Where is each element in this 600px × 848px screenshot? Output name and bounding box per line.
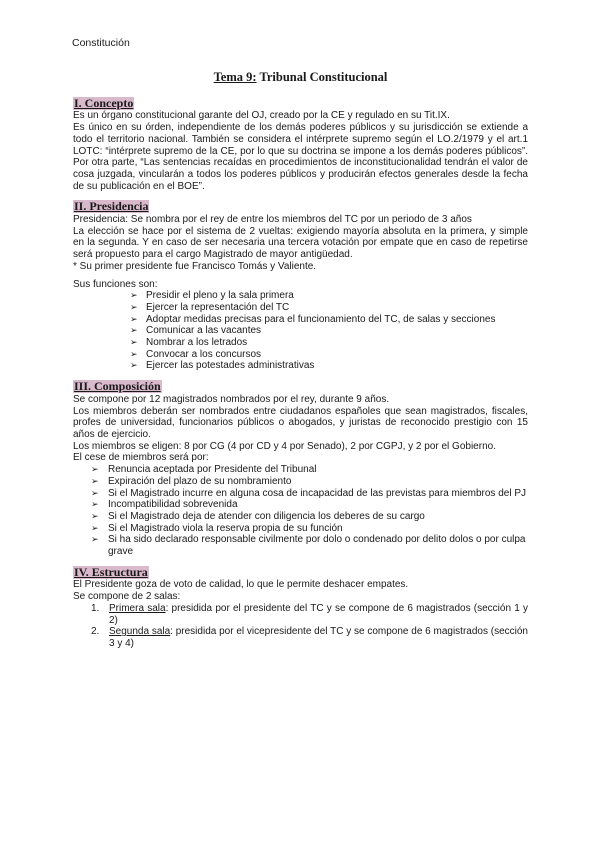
- arrow-bullet-icon: ➢: [130, 290, 138, 301]
- functions-list: [73, 290, 528, 372]
- list-item: ➢ Si el Magistrado incurre en alguna cosa de incapacidad de las previstas para miembros del PJ: [91, 487, 527, 499]
- section-estructura: [73, 566, 528, 650]
- list-item: ➢ Expiración del plazo de su nombramiento: [91, 475, 292, 487]
- list-item: ➢ Si el Magistrado deja de atender con diligencia los deberes de su cargo: [91, 510, 425, 522]
- arrow-bullet-icon: ➢: [130, 348, 138, 359]
- page-header: Constitución: [72, 37, 130, 49]
- list-item: ➢ Ejercer la representación del TC: [130, 301, 290, 313]
- cese-list: [73, 464, 528, 558]
- section-heading: I. Concepto: [74, 95, 134, 110]
- list-item: ➢ Adoptar medidas precisas para el funcionamiento del TC, de salas y secciones: [130, 313, 496, 325]
- title-rest: Tribunal Constitucional: [256, 70, 388, 84]
- list-item: ➢ Comunicar a las vacantes: [130, 325, 262, 337]
- list-item: ➢ Si el Magistrado viola la reserva propia de su función: [91, 522, 343, 534]
- paragraph: El Presidente goza de voto de calidad, lo que le permite deshacer empates.: [73, 579, 409, 591]
- paragraph: Se compone por 12 magistrados nombrados por el rey, durante 9 años.: [73, 393, 390, 405]
- arrow-bullet-icon: ➢: [91, 534, 99, 545]
- list-item: ➢ Presidir el pleno y la sala primera: [130, 290, 294, 302]
- paragraph: El cese de miembros será por:: [73, 452, 209, 464]
- section-presidencia: [73, 200, 528, 372]
- list-item: ➢ Nombrar a los letrados: [130, 337, 248, 349]
- section-concepto: [73, 97, 528, 193]
- paragraph: Se compone de 2 salas:: [73, 591, 181, 603]
- arrow-bullet-icon: ➢: [91, 475, 99, 486]
- document-body: [73, 72, 528, 650]
- list-item: ➢ Incompatibilidad sobrevenida: [91, 499, 238, 511]
- section-heading: III. Composición: [74, 379, 161, 394]
- section-heading: II. Presidencia: [74, 199, 149, 214]
- arrow-bullet-icon: ➢: [130, 360, 138, 371]
- paragraph: Es un órgano constitucional garante del OJ, creado por la CE y regulado en su Tit.IX.: [73, 110, 450, 122]
- document-title: [73, 72, 528, 84]
- paragraph: * Su primer presidente fue Francisco Tomás y Valiente.: [73, 260, 317, 272]
- section-composicion: [73, 380, 528, 558]
- list-item: 1. Primera sala: presidida por el presidente del TC y se compone de 6 magistrados (sección 1 y 2): [91, 602, 528, 626]
- arrow-bullet-icon: ➢: [130, 325, 138, 336]
- paragraph: La elección se hace por el sistema de 2 vueltas: exigiendo mayoría absoluta en la primera, y simple en la segunda. Y en caso de ser necesaria una tercera votación por empate que en caso de repetirse será propuesto para el cargo Magistrado de mayor antigüedad.: [73, 225, 528, 261]
- arrow-bullet-icon: ➢: [91, 464, 99, 475]
- arrow-bullet-icon: ➢: [130, 301, 138, 312]
- list-item: ➢ Renuncia aceptada por Presidente del Tribunal: [91, 464, 317, 476]
- title-prefix: Tema 9:: [213, 70, 257, 84]
- list-intro: Sus funciones son:: [73, 278, 158, 290]
- arrow-bullet-icon: ➢: [91, 522, 99, 533]
- list-item: ➢ Convocar a los concursos: [130, 348, 262, 360]
- list-item: 2. Segunda sala: presidida por el vicepresidente del TC y se compone de 6 magistrados (sección 3 y 4): [91, 626, 528, 649]
- list-item: ➢ Ejercer las potestades administrativas: [130, 360, 315, 372]
- arrow-bullet-icon: ➢: [91, 499, 99, 510]
- arrow-bullet-icon: ➢: [130, 313, 138, 324]
- paragraph: Los miembros se eligen: 8 por CG (4 por CD y 4 por Senado), 2 por CGPJ, y 2 por el Gobierno.: [73, 440, 496, 452]
- arrow-bullet-icon: ➢: [130, 337, 138, 348]
- paragraph: Presidencia: Se nombra por el rey de entre los miembros del TC por un periodo de 3 años: [73, 214, 472, 226]
- salas-list: [73, 603, 528, 650]
- arrow-bullet-icon: ➢: [91, 510, 99, 521]
- list-item: ➢ Si ha sido declarado responsable civilmente por dolo o condenado por delito dolos o por culpa grave: [91, 534, 526, 558]
- paragraph: Es único en su órden, independiente de los demás poderes públicos y su jurisdicción se extiende a todo el territorio nacional. También se considera el intérprete supremo según el LO.2/1979 y el art.1 LOTC: “intérprete supremo de la CE, por lo que su doctrina se impone a los demás poderes públicos”. Por otra parte, “Las sentencias recaídas en procedimientos de inconstitucionalidad tendrán el valor de cosa juzgada, vincularán a todos los poderes públicos y producirán efectos generales desde la fecha de su publicación en el BOE”.: [73, 122, 528, 192]
- arrow-bullet-icon: ➢: [91, 487, 99, 498]
- paragraph: Los miembros deberán ser nombrados entre ciudadanos españoles que sean magistrados, fiscales, profes de universidad, funcionarios públicos o abogados, y juristas de reconocido prestigio con 15 años de ejercicio.: [73, 405, 528, 440]
- section-heading: IV. Estructura: [74, 564, 148, 579]
